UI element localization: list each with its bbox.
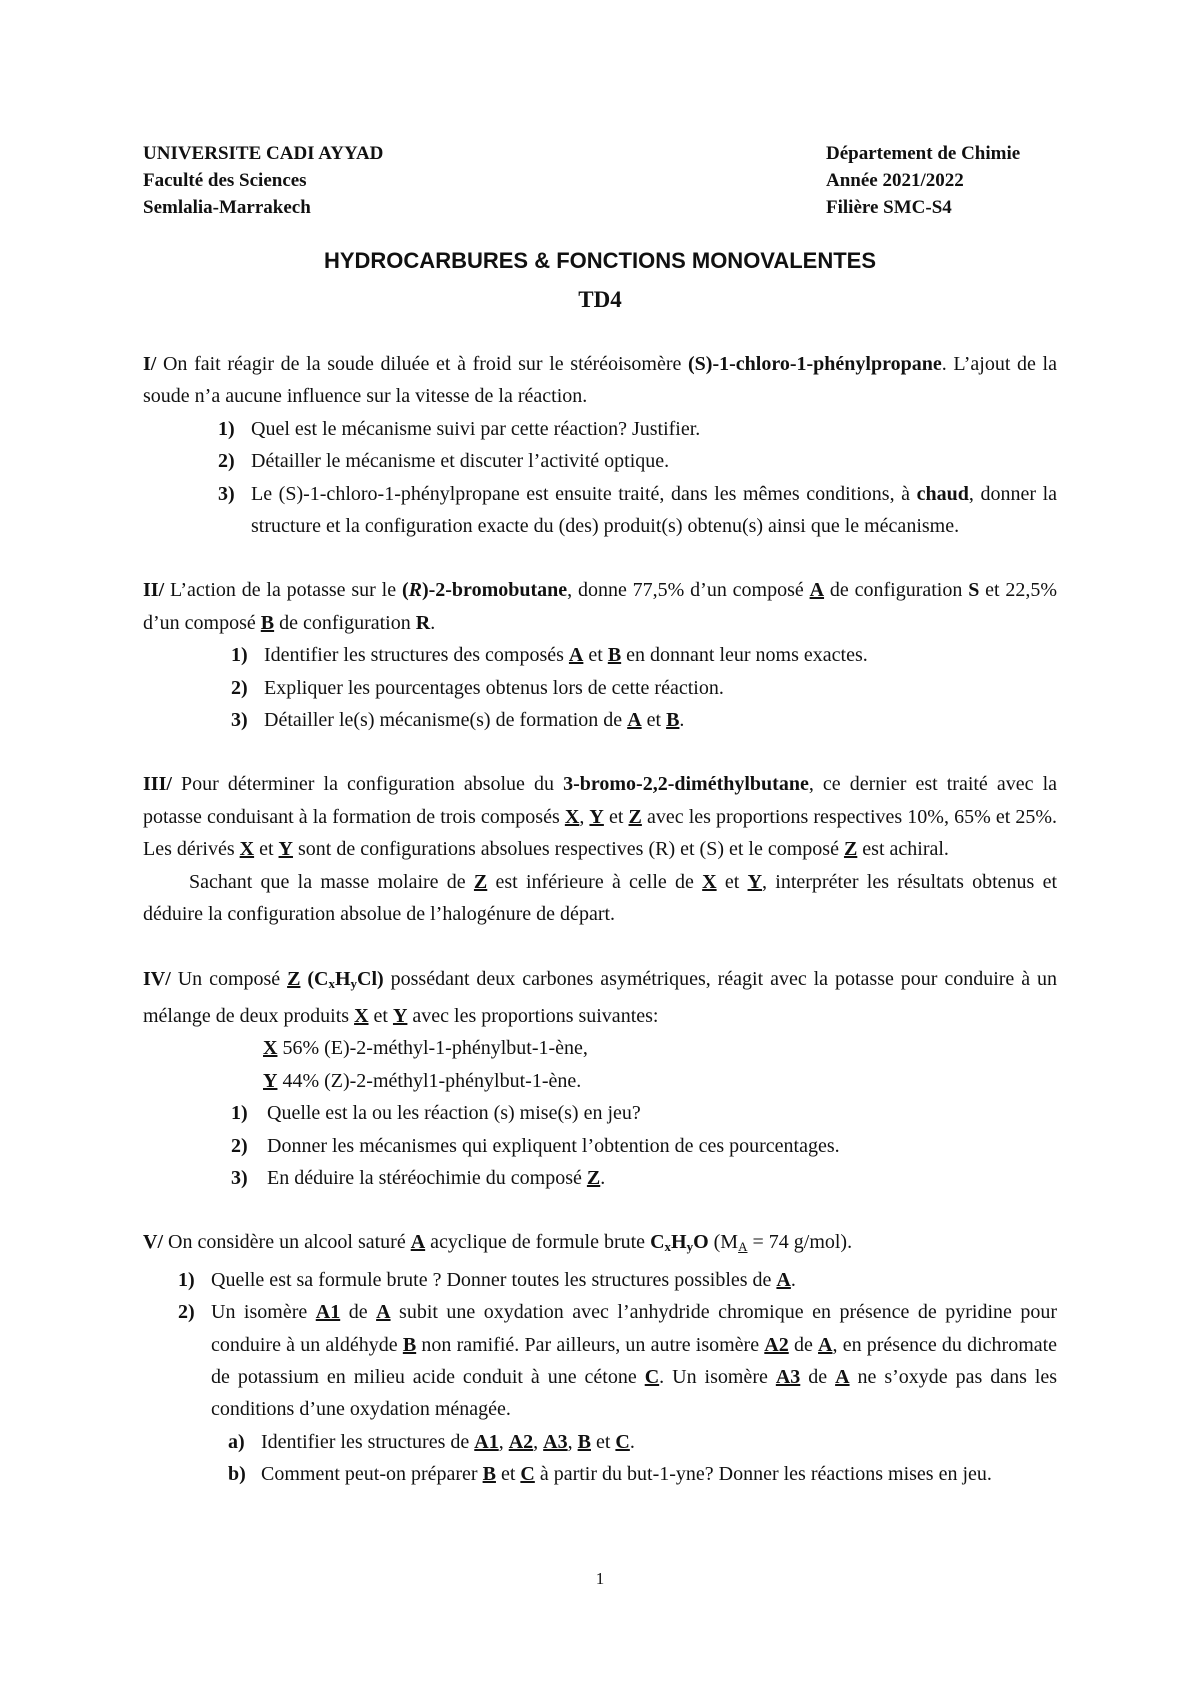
statement-text: Pour déterminer la configuration absolue du [180,773,555,796]
subquestion-text [261,1426,1057,1458]
exercise-4 [143,963,1057,1195]
compound-label: Y [747,870,763,893]
compound-label: Z [586,1166,601,1189]
exercise-3-question [143,866,1057,931]
molar-mass-subscript: A [738,1239,748,1255]
question-text-part: Un isomère [672,1365,768,1388]
question-text-part: ne s’oxyde pas dans les conditions d’une oxydation ménagée. [211,1365,1058,1421]
question-number: 1) [231,644,248,667]
question-text-part: de [793,1333,813,1356]
compound-label: Z [287,967,301,990]
question-item [143,1097,1057,1129]
molecular-formula [650,1231,709,1253]
compound-label: A1 [315,1301,341,1324]
subquestion-text-part: et [500,1463,516,1486]
compound-label: B [402,1333,417,1356]
question-text-part: . [659,1365,665,1388]
question-text-part: , en présence du dichromate de potassium en milieu acide conduit à une cétone [211,1333,1058,1388]
question-item [143,1130,1057,1162]
subquestion-text-part: , [567,1430,573,1453]
statement-text: , donne 77,5% d’un composé [567,579,804,602]
question-number: 1) [218,417,235,440]
compound-label: Y [263,1069,278,1092]
compound-name: (S)-1-chloro-1-phénylpropane [688,353,942,375]
exercise-3 [143,768,1057,930]
question-text [211,1296,1057,1426]
compound-label: B [482,1463,496,1486]
question-text: Détailler le mécanisme et discuter l’activité optique. [251,450,670,473]
question-text: Donner les mécanismes qui expliquent l’obtention de ces pourcentages. [267,1134,840,1157]
question-text-part: . [600,1166,606,1189]
statement-text: et [608,805,624,828]
compound-label: B [666,709,680,732]
document-title: HYDROCARBURES & FONCTIONS MONOVALENTES [323,248,877,273]
question-text [211,1264,1057,1296]
statement-text: , [579,805,585,828]
statement-text: sont de configurations absolues respectives (R) et (S) et le composé [297,838,839,861]
exercise-4-number: IV/ [143,967,171,990]
subquestion-text-part: , [533,1430,539,1453]
exercise-3-statement [143,768,1057,865]
compound-label: A3 [775,1365,801,1388]
statement-text: et 22,5% d’un composé [143,579,1058,634]
university-name: UNIVERSITE CADI AYYAD [143,143,384,164]
configuration-label: S [968,579,980,602]
configuration-label: R [415,611,431,634]
academic-year: Année 2021/2022 [826,170,964,191]
question-text-part: subit une oxydation avec l’anhydride chromique en présence de pyridine pour conduire à un aldéhyde [211,1301,1058,1356]
question-item [143,704,1057,736]
statement-text: est achiral. [862,838,949,861]
compound-label: B [577,1430,591,1453]
question-text-part: Un isomère [211,1301,308,1324]
condition-keyword: chaud [916,482,969,505]
question-number: 3) [218,482,235,505]
question-item [143,1296,1057,1426]
compound-label: B [260,611,275,634]
question-text-part: , donner la structure et la configuration exacte du (des) produit(s) obtenu(s) ainsi que le mécanisme. [251,482,1058,538]
formula-subscript: x [328,975,335,991]
compound-label: Y [589,805,604,828]
statement-text: et [724,870,740,893]
formula-subscript: y [686,1239,694,1255]
exercise-1 [143,348,1057,542]
question-item [143,478,1057,543]
program-name: Filière SMC-S4 [826,197,952,218]
question-text-part: En déduire la stéréochimie du composé [267,1166,582,1189]
molar-mass-part: = 74 g/mol). [752,1231,853,1254]
question-text-part: Identifier les structures des composés [264,644,564,667]
question-text-part: et [588,644,603,667]
exercise-4-statement [143,963,1057,1033]
compound-label: X [564,805,580,828]
question-text-part: de [348,1301,368,1324]
statement-text: On fait réagir de la soude diluée et à froid sur le stéréoisomère [162,353,682,375]
question-text-part: Quelle est sa formule brute ? Donner toutes les structures possibles de [211,1268,772,1291]
compound-label: A [776,1268,791,1291]
exercise-5 [143,1226,1057,1490]
formula-part: C [650,1231,665,1254]
molar-mass-part: (M [713,1231,739,1254]
subquestion-letter: a) [228,1430,245,1453]
formula-part: O [693,1231,709,1254]
subquestion-item [143,1426,1057,1458]
subquestion-letter: b) [228,1463,246,1486]
statement-text: est inférieure à celle de [495,870,694,893]
compound-label: C [644,1365,660,1388]
question-text [264,704,1057,736]
compound-label: A [568,644,584,667]
product-list-item [143,1032,1057,1064]
compound-name [402,579,567,601]
question-item [143,639,1057,671]
question-text-part: non ramifié. Par ailleurs, un autre isomère [421,1333,760,1356]
statement-text: Sachant que la masse molaire de [189,870,466,893]
exercise-1-number: I/ [143,353,157,375]
question-number: 3) [231,709,248,732]
formula-part: Cl) [357,967,384,990]
statement-text: L’action de la potasse sur le [169,579,397,602]
question-item [143,1162,1057,1194]
molecular-formula [307,968,383,990]
subquestion-text-part: à partir du but-1-yne? Donner les réactions mises en jeu. [539,1463,992,1486]
exercise-2-statement [143,574,1057,639]
exercise-3-number: III/ [143,773,172,796]
compound-label: X [702,870,717,893]
compound-label: A [818,1333,833,1356]
header-left [143,140,383,221]
formula-part: (C [307,967,329,990]
compound-label: X [263,1037,278,1060]
statement-text: Un composé [177,967,281,990]
statement-text: et [259,838,274,861]
compound-label: C [520,1463,535,1486]
compound-label: X [354,1004,369,1027]
molar-mass [714,1231,852,1253]
statement-text: On considère un alcool saturé [168,1231,406,1254]
subquestion-text-part: , [498,1430,504,1453]
question-text [251,478,1057,543]
compound-label: Z [843,838,858,861]
compound-label: B [607,644,622,667]
subquestion-text-part: . [629,1430,635,1453]
question-text: Quelle est la ou les réaction (s) mise(s) en jeu? [267,1102,641,1125]
compound-label: A1 [474,1430,499,1453]
statement-text: et [373,1004,388,1027]
question-item [143,672,1057,704]
compound-label: A [835,1365,850,1388]
header-right [826,140,1020,221]
statement-text: avec les proportions suivantes: [412,1004,659,1027]
question-text: Quel est le mécanisme suivi par cette réaction? Justifier. [251,417,701,440]
question-number: 3) [231,1166,248,1189]
question-number: 2) [231,1134,248,1157]
compound-label: A2 [508,1430,534,1453]
statement-text: possédant deux carbones asymétriques, réagit avec la potasse pour conduire à un mélange de deux produits [143,967,1058,1027]
department-name: Département de Chimie [826,143,1021,164]
faculty-name: Faculté des Sciences [143,170,307,191]
question-number: 2) [231,676,248,699]
subquestion-text-part: Comment peut-on préparer [261,1463,478,1486]
question-number: 1) [231,1102,248,1125]
product-description: 44% (Z)-2-méthyl1-phénylbut-1-ène. [282,1069,582,1092]
compound-label: A [376,1301,391,1324]
subquestion-text-part: et [595,1430,611,1453]
compound-name: 3-bromo-2,2-diméthylbutane [563,773,809,796]
statement-text: , interpréter les résultats obtenus et déduire la configuration absolue de l’halogénure de départ. [143,870,1058,926]
exercise-5-statement [143,1226,1057,1263]
compound-label: Z [628,805,642,828]
question-text-part: et [646,709,662,732]
question-text-part: en donnant leur noms exactes. [626,644,868,667]
statement-text: acyclique de formule brute [430,1231,646,1254]
document-subtitle: TD4 [578,287,622,312]
configuration-letter: R [408,579,422,602]
compound-label: A3 [543,1430,568,1453]
exercise-5-number: V/ [143,1231,163,1254]
question-text-part: . [790,1268,796,1291]
subquestion-text [261,1458,1057,1490]
compound-part: )-2-bromobutane [421,579,568,602]
compound-label: Y [278,838,293,861]
question-number: 1) [178,1268,195,1291]
compound-label: Y [392,1004,408,1027]
compound-part: ( [401,579,409,602]
question-text-part: . [679,709,685,732]
compound-label: C [615,1430,630,1453]
compound-label: X [239,838,255,861]
question-number: 2) [178,1301,195,1324]
statement-text: . L’ajout de la soude n’a aucune influence sur la vitesse de la réaction. [143,353,1057,408]
question-text-part: Le (S)-1-chloro-1-phénylpropane est ensuite traité, dans les mêmes conditions, à [251,482,911,505]
formula-subscript: y [350,975,358,991]
question-text [264,639,1057,671]
question-text: Expliquer les pourcentages obtenus lors de cette réaction. [264,676,724,699]
page-number: 1 [595,1569,605,1588]
formula-subscript: x [664,1239,672,1255]
formula-part: H [671,1231,687,1254]
question-text [267,1162,1057,1194]
exercise-content [143,348,1057,1491]
statement-text: de configuration [279,611,411,634]
statement-text: , ce dernier est traité avec la potasse conduisant à la formation de trois composés [143,773,1058,828]
statement-text: . [430,611,436,634]
statement-text: de configuration [829,579,963,602]
compound-label: A [410,1231,426,1254]
campus-name: Semlalia-Marrakech [143,197,311,218]
exercise-1-statement [143,348,1057,413]
subquestion-text-part: Identifier les structures de [261,1430,470,1453]
exercise-2 [143,574,1057,736]
product-list-item [143,1065,1057,1097]
question-text-part: Détailler le(s) mécanisme(s) de formation de [264,709,623,732]
question-item [143,413,1057,445]
compound-label: A2 [764,1333,789,1356]
product-description: 56% (E)-2-méthyl-1-phénylbut-1-ène, [282,1037,588,1060]
question-item [143,1264,1057,1296]
question-item [143,445,1057,477]
formula-part: H [334,967,351,990]
subquestion-item [143,1458,1057,1490]
question-text-part: de [808,1365,828,1388]
compound-label: A [627,709,642,732]
question-number: 2) [218,450,235,473]
exercise-2-number: II/ [143,579,165,602]
compound-label: A [809,579,825,602]
compound-label: Z [473,870,488,893]
statement-text: avec les proportions respectives 10%, 65% et 25%. Les dérivés [143,805,1058,861]
